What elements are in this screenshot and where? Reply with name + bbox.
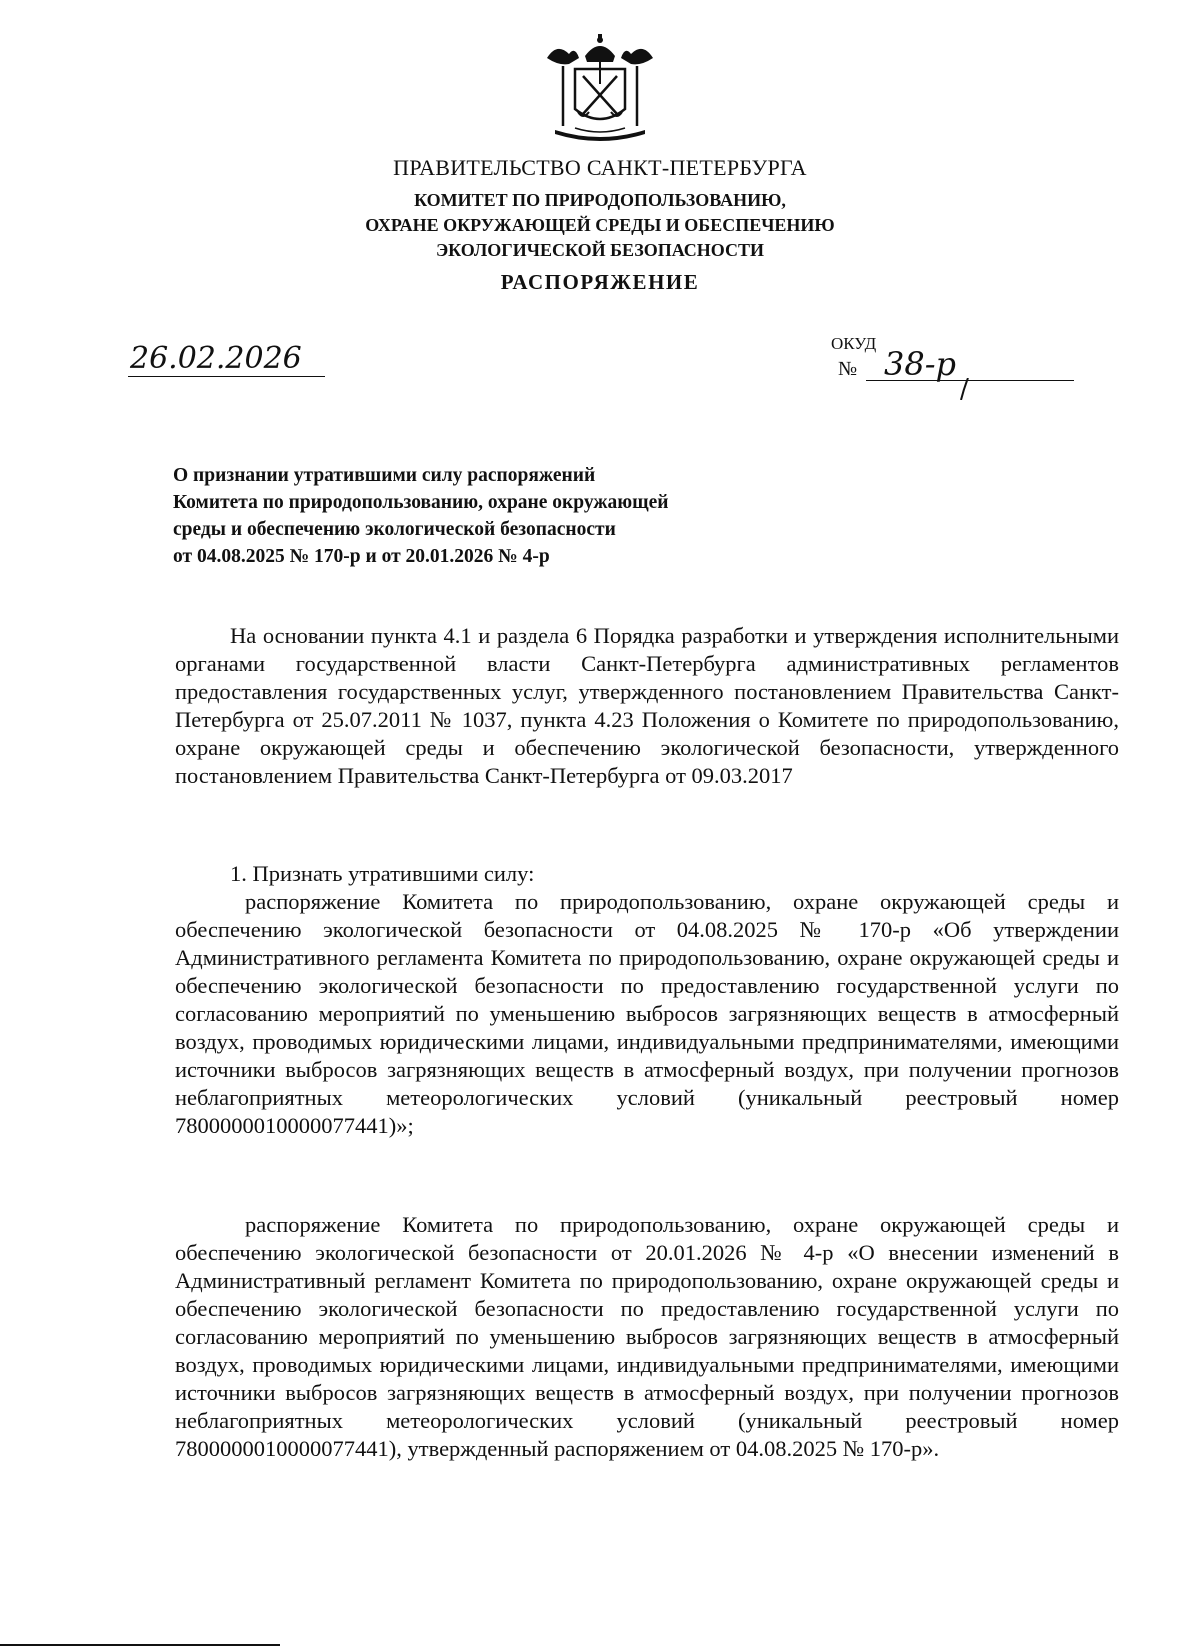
document-title xyxy=(173,462,873,570)
preamble-paragraph: На основании пункта 4.1 и раздела 6 Порядка разработки и утверждения исполнительными органами государственной власти Санкт-Петербурга административных регламентов предоставления государственных услуг, утвержденного постановлением Правительства Санкт-Петербурга от 25.07.2011 № 1037, пункта 4.23 Положения о Комитете по природопользованию, охране окружающей среды и обеспечению экологической безопасности, утвержденного постановлением Правительства Санкт-Петербурга от 09.03.2017 xyxy=(175,623,1119,788)
committee-line: КОМИТЕТ ПО ПРИРОДОПОЛЬЗОВАНИЮ, xyxy=(414,190,786,210)
handwritten-stroke xyxy=(958,378,972,400)
okud-label: ОКУД xyxy=(831,334,877,353)
title-line: Комитета по природопользованию, охране окружающей xyxy=(173,492,669,513)
title-line: среды и обеспечению экологической безопасности xyxy=(173,519,616,540)
document-type: РАСПОРЯЖЕНИЕ xyxy=(500,270,700,294)
coat-of-arms-emblem xyxy=(545,34,655,144)
committee-line: ЭКОЛОГИЧЕСКОЙ БЕЗОПАСНОСТИ xyxy=(435,240,765,260)
item-1-heading: 1. Признать утратившими силу: xyxy=(230,861,535,886)
committee-line: ОХРАНЕ ОКРУЖАЮЩЕЙ СРЕДЫ И ОБЕСПЕЧЕНИЮ xyxy=(365,215,835,235)
document-number: 38-р xyxy=(866,348,1074,381)
footer-rule xyxy=(0,1644,280,1646)
number-label: № xyxy=(838,358,858,380)
government-name: ПРАВИТЕЛЬСТВО САНКТ-ПЕТЕРБУРГА xyxy=(393,155,807,180)
item-1-order-170: распоряжение Комитета по природопользованию, охране окружающей среды и обеспечению экологической безопасности от 04.08.2025 № 170-р «Об утверждении Административного регламента Комитета по природопользованию, охране окружающей среды и обеспечению экологической безопасности по предоставлению государственной услуги по согласованию мероприятий по уменьшению выбросов загрязняющих веществ в атмосферный воздух, проводимых юридическими лицами, индивидуальными предпринимателями, имеющими источники выбросов загрязняющих веществ в атмосферный воздух, при получении прогнозов неблагоприятных метеорологических условий (уникальный реестровый номер 7800000010000077441)»; xyxy=(175,889,1119,1138)
item-1-order-4: распоряжение Комитета по природопользованию, охране окружающей среды и обеспечению экологической безопасности от 20.01.2026 № 4-р «О внесении изменений в Административный регламент Комитета по природопользованию, охране окружающей среды и обеспечению экологической безопасности по предоставлению государственной услуги по согласованию мероприятий по уменьшению выбросов загрязняющих веществ в атмосферный воздух, проводимых юридическими лицами, индивидуальными предпринимателями, имеющими источники выбросов загрязняющих веществ в атмосферный воздух, при получении прогнозов неблагоприятных метеорологических условий (уникальный реестровый номер 7800000010000077441), утвержденный распоряжением от 04.08.2025 № 170-р». xyxy=(175,1212,1119,1461)
document-date: 26.02.2026 xyxy=(128,342,325,377)
title-line: от 04.08.2025 № 170-р и от 20.01.2026 № 4-р xyxy=(173,546,550,567)
title-line: О признании утратившими силу распоряжений xyxy=(173,465,596,486)
committee-name xyxy=(0,188,1200,263)
